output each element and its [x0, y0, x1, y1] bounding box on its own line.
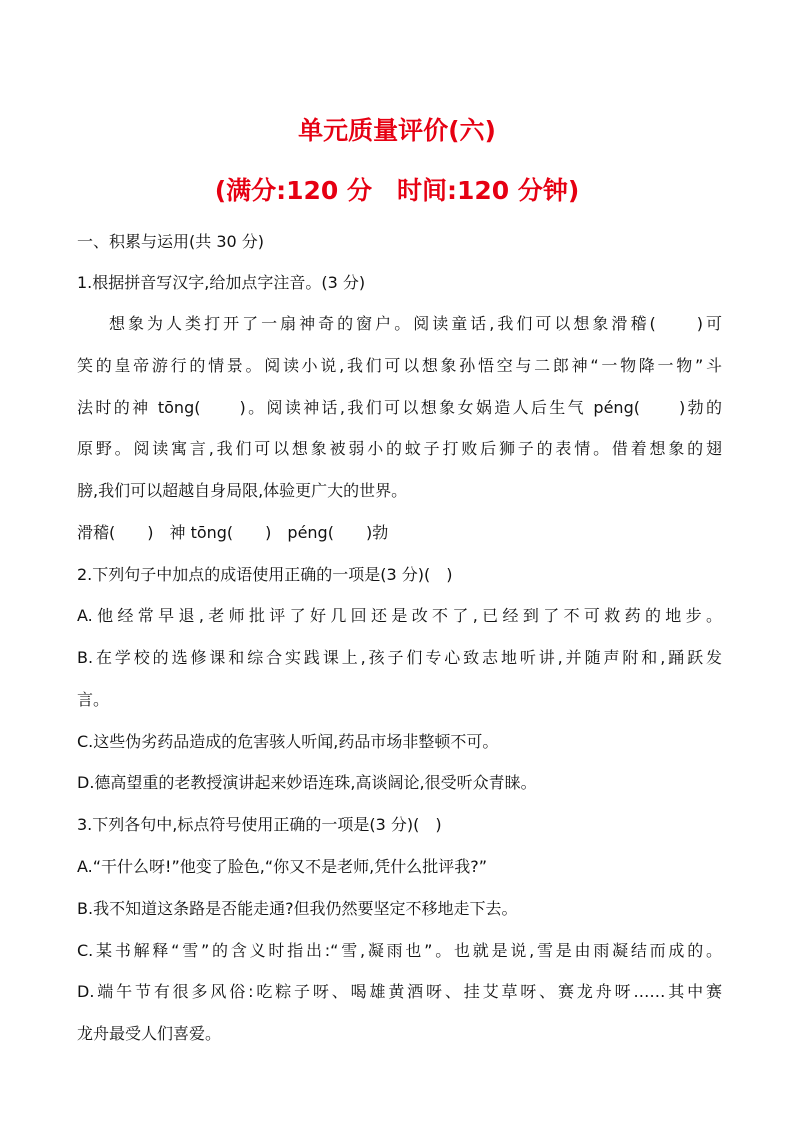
question-1-stem: 1.根据拼音写汉字,给加点字注音。(3 分)	[77, 273, 366, 292]
question-3-stem: 3.下列各句中,标点符号使用正确的一项是(3 分)( )	[77, 815, 442, 834]
question-1-passage-line: 原野。阅读寓言,我们可以想象被弱小的蚊子打败后狮子的表情。借着想象的翅	[77, 439, 722, 458]
question-2-option-d: D.德高望重的老教授演讲起来妙语连珠,高谈阔论,很受听众青睐。	[77, 773, 537, 792]
question-1-passage-line: 笑的皇帝游行的情景。阅读小说,我们可以想象孙悟空与二郎神“一物降一物”斗	[77, 356, 722, 375]
question-3-option-d-cont: 龙舟最受人们喜爱。	[77, 1024, 222, 1043]
question-2-option-b-cont: 言。	[77, 690, 110, 709]
page-subtitle: (满分:120 分 时间:120 分钟)	[214, 176, 580, 205]
question-3-option-d: D.端午节有很多风俗:吃粽子呀、喝雄黄酒呀、挂艾草呀、赛龙舟呀……其中赛	[77, 982, 722, 1001]
question-3-option-c: C.某书解释“雪”的含义时指出:“雪,凝雨也”。也就是说,雪是由雨凝结而成的。	[77, 941, 722, 960]
section-heading: 一、积累与运用(共 30 分)	[77, 232, 265, 251]
question-2-option-c: C.这些伪劣药品造成的危害骇人听闻,药品市场非整顿不可。	[77, 732, 499, 751]
question-2-option-b: B.在学校的选修课和综合实践课上,孩子们专心致志地听讲,并随声附和,踊跃发	[77, 648, 722, 667]
question-1-passage-line: 想象为人类打开了一扇神奇的窗户。阅读童话,我们可以想象滑稽( )可	[109, 314, 722, 333]
question-1-passage-line: 膀,我们可以超越自身局限,体验更广大的世界。	[77, 481, 408, 500]
question-3-option-a: A.“干什么呀!”他变了脸色,“你又不是老师,凭什么批评我?”	[77, 857, 487, 876]
question-2-stem: 2.下列句子中加点的成语使用正确的一项是(3 分)( )	[77, 565, 453, 584]
question-1-answer-blanks: 滑稽( ) 神 tōng( ) péng( )勃	[77, 523, 389, 542]
question-1-passage-line: 法时的神 tōng( )。阅读神话,我们可以想象女娲造人后生气 péng( )勃的	[77, 398, 722, 417]
question-3-option-b: B.我不知道这条路是否能走通?但我仍然要坚定不移地走下去。	[77, 899, 518, 918]
page-title: 单元质量评价(六)	[298, 116, 496, 145]
question-2-option-a: A.他经常早退,老师批评了好几回还是改不了,已经到了不可救药的地步。	[77, 606, 722, 625]
